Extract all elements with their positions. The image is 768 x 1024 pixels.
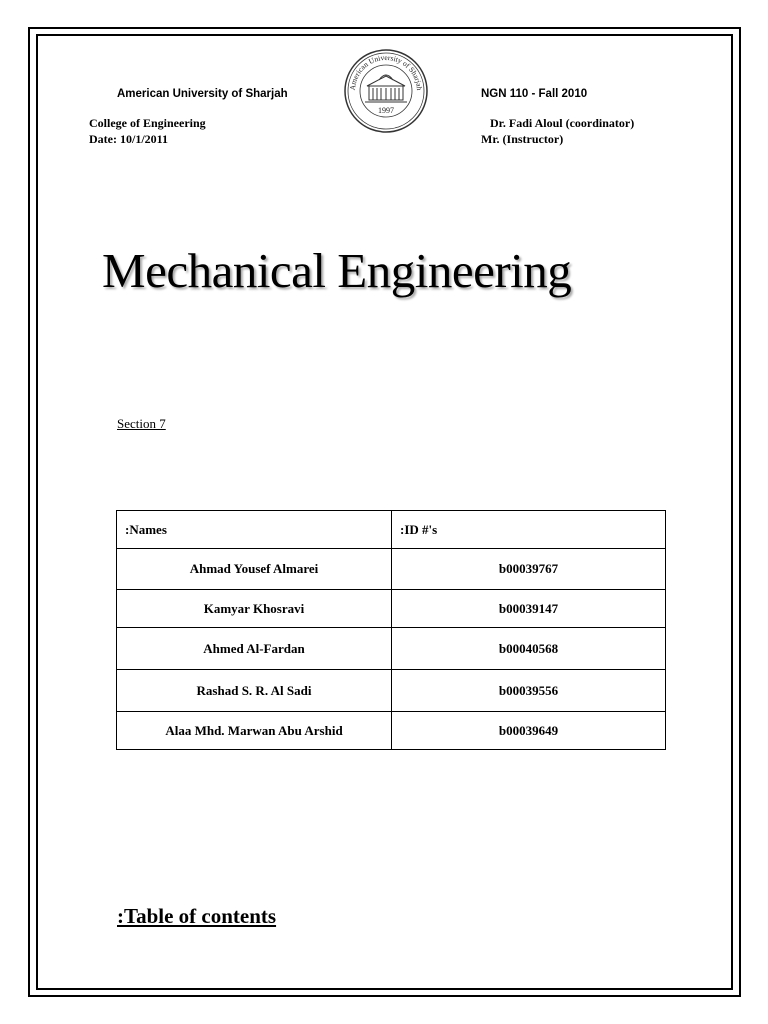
id-column-header: :ID #'s — [392, 511, 666, 549]
table-row — [117, 549, 666, 590]
document-date: Date: 10/1/2011 — [89, 132, 168, 146]
instructor-name: Mr. (Instructor) — [481, 132, 564, 146]
member-id: b00040568 — [392, 628, 666, 670]
university-seal-logo — [343, 48, 429, 134]
college-name: College of Engineering — [89, 116, 206, 130]
table-row — [117, 670, 666, 712]
table-row — [117, 590, 666, 628]
university-name: American University of Sharjah — [117, 88, 288, 100]
member-id: b00039649 — [392, 712, 666, 750]
member-id: b00039556 — [392, 670, 666, 712]
member-name: Ahmad Yousef Almarei — [117, 549, 392, 590]
member-name: Ahmed Al-Fardan — [117, 628, 392, 670]
member-name: Alaa Mhd. Marwan Abu Arshid — [117, 712, 392, 750]
table-of-contents-heading: :Table of contents — [117, 904, 277, 928]
team-members-table — [116, 510, 666, 750]
member-name: Rashad S. R. Al Sadi — [117, 670, 392, 712]
member-name: Kamyar Khosravi — [117, 590, 392, 628]
document-title: Mechanical Engineering — [102, 243, 572, 298]
svg-text:1997: 1997 — [378, 106, 394, 115]
table-row — [117, 712, 666, 750]
names-column-header: :Names — [117, 511, 392, 549]
member-id: b00039147 — [392, 590, 666, 628]
member-id: b00039767 — [392, 549, 666, 590]
table-row — [117, 628, 666, 670]
coordinator-name: Dr. Fadi Aloul (coordinator) — [490, 116, 635, 130]
section-label: Section 7 — [117, 416, 166, 431]
table-header-row — [117, 511, 666, 549]
svg-text:American University of Sharjah: American University of Sharjah — [347, 53, 425, 91]
course-code: NGN 110 - Fall 2010 — [481, 88, 588, 100]
